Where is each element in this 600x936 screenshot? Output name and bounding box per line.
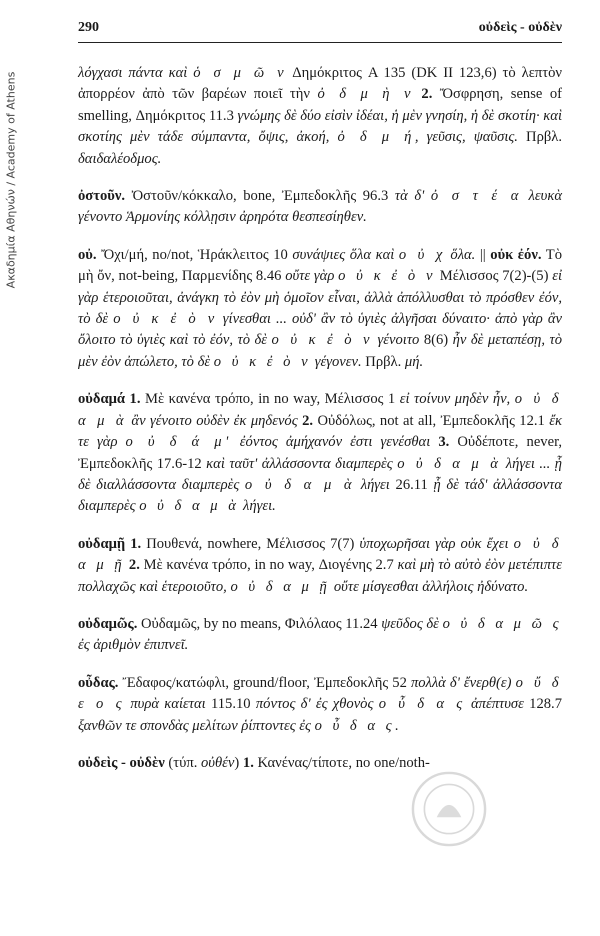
entry-text: 128.7 [523,696,562,713]
dictionary-entry [78,389,562,517]
dictionary-entry [78,673,562,737]
greek-quote: λόγχασι πάντα καὶ [78,65,194,81]
greek-quote: , γεῦσις, ψαῦσις. [414,129,518,146]
sense-number: 1. [242,754,254,771]
spaced-citation: ο ὐ χ [398,246,446,263]
watermark-text: Ακαδημία Αθηνών / Academy of Athens [4,71,18,289]
greek-quote: καὶ μὴ τὸ αὐτὸ ἐὸν μετέπιπτε πολλαχῶς καὶ ἑτεροιοῦτο, [78,557,562,595]
greek-quote: συνάψιες ὅλα καὶ [292,246,399,263]
greek-quote: εἰ γὰρ ἑτεροιοῦται, ἀνάγκη τὸ ἐὸν μὴ ὁμοῖον εἶναι, ἀλλὰ ἀπόλλυσθαι τὸ πρόσθεν ἐόν, τὸ δὲ [78,268,563,328]
sense-number: 1. [129,391,141,408]
entry-text: Ὄχι/μή, no/not, Ἡράκλειτος 10 [96,246,293,263]
spaced-citation: ὀ δ μ ή [337,129,415,146]
entry-text: Μέλισσος 7(2)-(5) [435,268,553,285]
greek-quote: ἂν γένοιτο οὐδὲν ἐκ μηδενός [127,412,298,429]
spaced-citation: ο ὐ δ α μ ὰ [78,391,563,429]
entry-text: (τύπ. [164,754,201,771]
dictionary-entry [78,245,562,373]
greek-quote: λήγει ... ᾗ δὲ διαλλάσσοντα διαμπερὲς [78,455,563,493]
entry-text: Τὸ μὴ ὄν, not-being, Παρμενίδης 8.46 [78,246,563,285]
greek-quote: ἐόντος ἀμήχανόν ἐστι γενέσθαι [231,434,431,451]
entry-lemma: οὐδεὶς - οὐδὲν [78,754,165,771]
spaced-citation: ο ὖ δ α ς [378,696,466,713]
dictionary-entry [78,614,562,657]
spaced-citation: ο ὐ δ α μ ὰ [244,476,356,493]
greek-quote: γίνεσθαι ... οὐδ' ἂν τὸ ὑγιὲς ἀλγῆσαι δύναιτο· ἀπὸ γὰρ ἂν ὄλοιτο τὸ ὑγιὲς καὶ τὸ ἐόν, τὸ δὲ [78,311,562,349]
page-header [78,20,562,43]
greek-quote: ξανθῶν τε σπονδὰς μελίτων ῥίπτοντες ἐς [78,717,315,734]
page-number: 290 [78,20,99,35]
spaced-citation: ο ὐ δ α μ ῶ ς [442,615,562,632]
greek-quote: λήγει [355,476,390,493]
entry-lemma: οὐδαμῇ [78,535,126,552]
greek-quote: οὔτε μίσγεσθαι ἀλλήλοις ἠδύνατο. [330,578,529,595]
greek-quote: οὔτε γὰρ [285,268,339,285]
greek-quote: εἰ τοίνυν μηδὲν ἦν, [399,391,515,408]
greek-quote: οὐθέν [201,754,235,771]
sense-number: 2. [302,412,314,429]
entry-text: Ὄσφρηση, sense of smelling, Δημόκριτος 11.3 [78,86,562,124]
greek-quote: γένοιτο [373,332,420,349]
spaced-citation: ο ὐ δ ά μ' [125,434,232,451]
spaced-citation: ὁ σ μ ῶ ν [193,65,288,81]
greek-quote: μή. [404,353,424,370]
spaced-citation: ο ὐ κ ἐ ὸ ν [113,311,218,328]
entry-text: Πουθενά, nowhere, Μέλισσος 7(7) [141,535,360,552]
spaced-citation: ὀ δ μ ὴ ν [317,86,414,103]
spaced-citation: ο ὐ κ ἐ ὸ ν [271,332,374,349]
spaced-citation: ο ὐ κ ἐ ὸ ν [213,353,312,370]
entry-text: Δημόκριτος A 135 (DK II 123,6) τὸ λεπτὸν ἀπορρέον ἀπὸ τῶν βαρέων ποιεῖ τὴν [78,65,562,103]
entry-text: Ὀστοῦν/κόκκαλο, bone, Ἐμπεδοκλῆς 96.3 [125,188,395,205]
spaced-citation: ο ὐ δ α μ ὰ [397,455,502,472]
spaced-citation: ο ὐ δ α μ ὰ [139,498,240,515]
greek-quote: ἐς ἀριθμὸν ἐπιπνεῖ. [78,637,189,654]
entry-lemma: οὐ. [78,246,97,263]
greek-quote: ἀπέπτυσε [465,696,524,713]
greek-quote: τὰ δ' [394,188,431,205]
side-watermark [0,30,22,330]
entry-text: Κανένας/τίποτε, no one/noth- [253,754,430,771]
greek-quote: πολλὰ δ' ἔνερθ(ε) [410,674,516,691]
sense-number: 1. [130,535,142,552]
greek-quote: ὅλα. [445,246,476,263]
spaced-citation: ο ὐ δ α μ ῇ [78,535,563,574]
dictionary-entry [78,186,562,229]
spaced-citation: ο ὐ κ ἐ ὸ ν [338,268,436,285]
running-title: οὐδεὶς - οὐδὲν [478,20,562,35]
dictionary-entry [78,534,562,598]
entry-text: 8(6) [419,332,453,349]
entry-text: || [475,246,491,263]
entry-lemma: οὐδαμά [78,391,126,408]
greek-quote: ὑποχωρῆσαι γὰρ οὐκ ἔχει [359,535,514,552]
entry-text: 26.11 [389,476,434,493]
greek-quote: ψεῦδος δὲ [381,615,443,632]
entry-text: Ἔδαφος/κατώφλι, ground/floor, Ἐμπεδοκλῆς 52 [118,674,411,691]
sense-number: 2. [421,86,433,103]
sense-number: 3. [438,434,450,451]
greek-quote: ἔκ τε γὰρ [78,412,562,451]
entry-text: ) [234,754,243,771]
spaced-citation: ο ὔ δ ε ο ς [78,674,562,713]
greek-quote: γέγονεν. [311,353,362,370]
entry-text: Μὲ κανένα τρόπο, in no way, Διογένης 2.7 [139,557,398,574]
greek-quote: πόντος δ' ἐς χθονὸς [255,696,379,713]
greek-quote: ἦν δὲ μεταπέσῃ, τὸ μὲν ἐὸν ἀπώλετο, τὸ δὲ [78,332,562,370]
spaced-citation: ο ὐ δ α μ ῇ [230,578,331,595]
sense-number: 2. [128,557,140,574]
spaced-citation: ο ὖ δ α ς. [314,717,403,734]
spaced-citation: ὀ σ τ έ α [430,188,522,205]
entry-text: Οὐδαμῶς, by no means, Φιλόλαος 11.24 [137,615,382,632]
entry-text: Οὐδέποτε, never, Ἐμπεδοκλῆς 17.6-12 [78,434,562,472]
greek-quote: πυρὰ καίεται [125,696,206,713]
sense-number: οὐκ ἐόν. [490,246,542,263]
entry-text: Πρβλ. [361,353,405,370]
greek-quote: γνώμης δὲ δύο εἰσὶν ἰδέαι, ἡ μὲν γνησίη, ἡ δὲ σκοτίη· καὶ σκοτίης μὲν τάδε σύμπαντα, ὄψις, ἀκοή, [78,107,563,146]
entry-text: Πρβλ. [517,129,563,146]
entry-text: Οὐδόλως, not at all, Ἐμπεδοκλῆς 12.1 [313,412,550,429]
greek-quote: καὶ ταῦτ' ἀλλάσσοντα διαμπερὲς [206,455,398,472]
entry-list [78,63,562,774]
dictionary-entry [78,63,562,170]
greek-quote: δαιδαλέοδμος. [78,150,162,167]
entry-lemma: ὀστοῦν. [78,188,126,205]
greek-quote: ᾗ δὲ τάδ' ἀλλάσσοντα διαμπερὲς [78,476,563,515]
greek-quote: λευκὰ γένοντο Ἁρμονίης κόλλῃσιν ἀρηρότα θεσπεσίηθεν. [78,188,562,226]
entry-text: 115.10 [205,696,256,713]
entry-lemma: οὐδαμῶς. [78,615,138,632]
entry-lemma: οὖδας. [78,674,119,691]
library-stamp [408,768,490,850]
dictionary-page [78,20,562,790]
entry-text: Μὲ κανένα τρόπο, in no way, Μέλισσος 1 [140,391,400,408]
greek-quote: λήγει. [239,498,276,515]
